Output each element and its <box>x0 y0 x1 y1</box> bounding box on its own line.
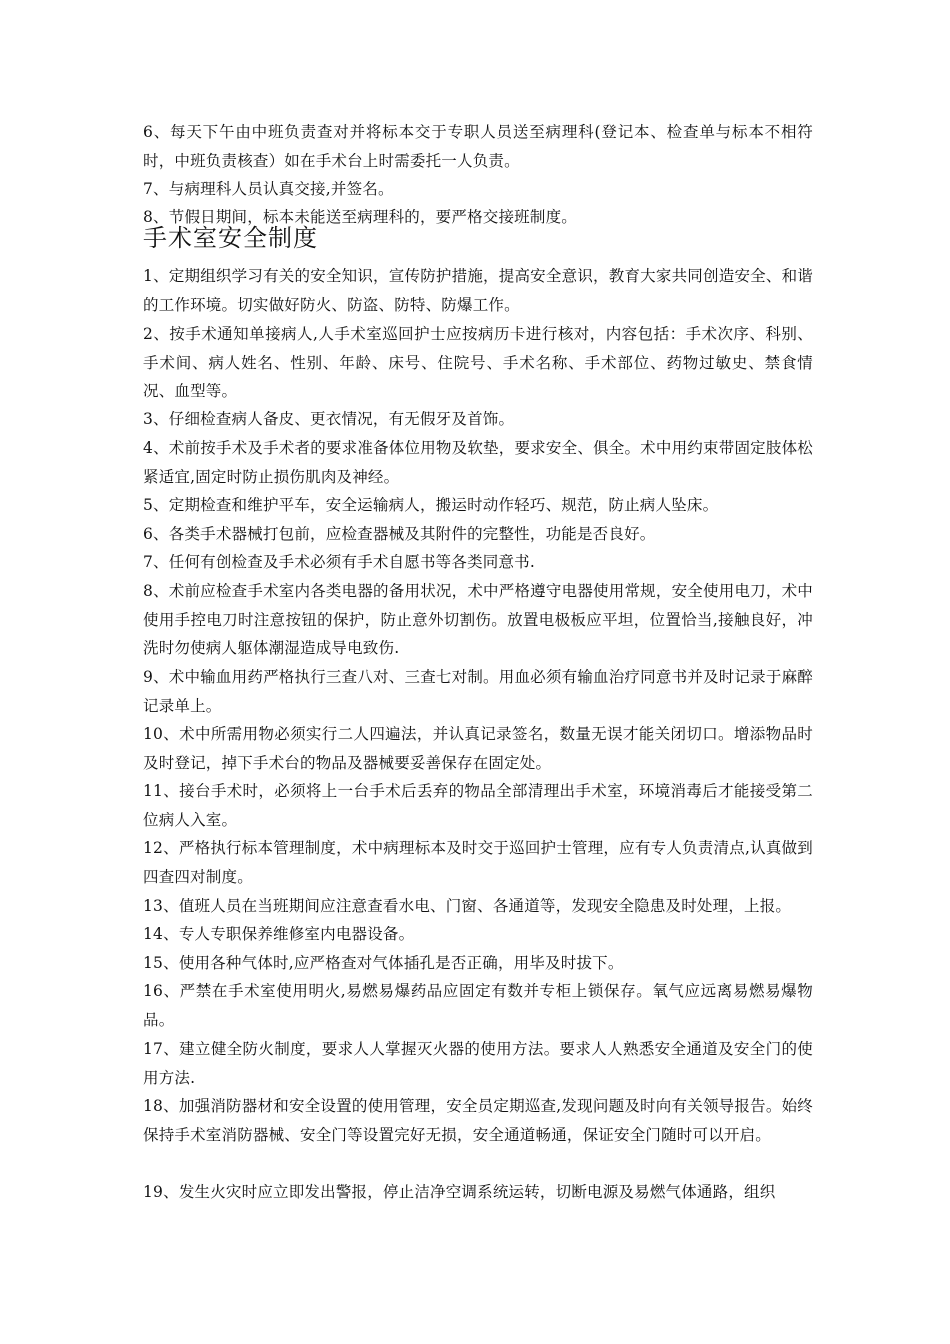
rule-item-17: 17、建立健全防火制度，要求人人掌握灭火器的使用方法。要求人人熟悉安全通道及安全门的使用方法. <box>143 1040 813 1087</box>
rule-item-7: 7、任何有创检查及手术必须有手术自愿书等各类同意书. <box>143 553 535 571</box>
intro-item-6: 6、每天下午由中班负责查对并将标本交于专职人员送至病理科(登记本、检查单与标本不相符时，中班负责核查）如在手术台上时需委托一人负责。 <box>143 123 813 170</box>
rule-item-18: 18、加强消防器材和安全设置的使用管理，安全员定期巡查,发现问题及时向有关领导报告。始终保持手术室消防器械、安全门等设置完好无损，安全通道畅通，保证安全门随时可以开启。 <box>143 1097 813 1144</box>
rule-item-16: 16、严禁在手术室使用明火,易燃易爆药品应固定有数并专柜上锁保存。氧气应远离易燃易爆物品。 <box>143 982 813 1029</box>
rule-item-15: 15、使用各种气体时,应严格查对气体插孔是否正确，用毕及时拔下。 <box>143 954 624 972</box>
rule-item-6: 6、各类手术器械打包前，应检查器械及其附件的完整性，功能是否良好。 <box>143 525 656 543</box>
rule-item-3: 3、仔细检查病人备皮、更衣情况，有无假牙及首饰。 <box>143 410 515 428</box>
rule-item-1: 1、定期组织学习有关的安全知识，宣传防护措施，提高安全意识，教育大家共同创造安全、和谐的工作环境。切实做好防火、防盗、防特、防爆工作。 <box>143 267 813 314</box>
rule-item-4: 4、术前按手术及手术者的要求准备体位用物及软垫，要求安全、俱全。术中用约束带固定肢体松紧适宜,固定时防止损伤肌肉及神经。 <box>143 439 813 486</box>
intro-item-8: 8、节假日期间，标本未能送至病理科的，要严格交接班制度。 <box>143 208 577 226</box>
intro-item-7: 7、与病理科人员认真交接,并签名。 <box>143 180 394 198</box>
rule-item-8: 8、术前应检查手术室内各类电器的备用状况，术中严格遵守电器使用常规，安全使用电刀，术中使用手控电刀时注意按钮的保护，防止意外切割伤。放置电极板应平坦，位置恰当,接触良好，冲洗时勿使病人躯体潮湿造成导电致伤. <box>143 582 813 658</box>
section-title: 手术室安全制度 <box>143 224 318 252</box>
rule-item-13: 13、值班人员在当班期间应注意查看水电、门窗、各通道等，发现安全隐患及时处理，上报。 <box>143 897 792 915</box>
rule-item-14: 14、专人专职保养维修室内电器设备。 <box>143 925 415 943</box>
rule-item-12: 12、严格执行标本管理制度，术中病理标本及时交于巡回护士管理，应有专人负责清点,认真做到四查四对制度。 <box>143 839 813 886</box>
rule-item-19: 19、发生火灾时应立即发出警报，停止洁净空调系统运转，切断电源及易燃气体通路，组织 <box>143 1183 776 1201</box>
rule-item-10: 10、术中所需用物必须实行二人四遍法，并认真记录签名，数量无误才能关闭切口。增添物品时及时登记，掉下手术台的物品及器械要妥善保存在固定处。 <box>143 725 813 772</box>
rule-item-5: 5、定期检查和维护平车，安全运输病人，搬运时动作轻巧、规范，防止病人坠床。 <box>143 496 719 514</box>
rule-item-11: 11、接台手术时，必须将上一台手术后丢弃的物品全部清理出手术室，环境消毒后才能接受第二位病人入室。 <box>143 782 813 829</box>
rule-item-9: 9、术中输血用药严格执行三查八对、三查七对制。用血必须有输血治疗同意书并及时记录于麻醉记录单上。 <box>143 668 813 715</box>
rule-item-2: 2、按手术通知单接病人,人手术室巡回护士应按病历卡进行核对，内容包括：手术次序、科别、手术间、病人姓名、性别、年龄、床号、住院号、手术名称、手术部位、药物过敏史、禁食情况、血型等。 <box>143 325 813 401</box>
